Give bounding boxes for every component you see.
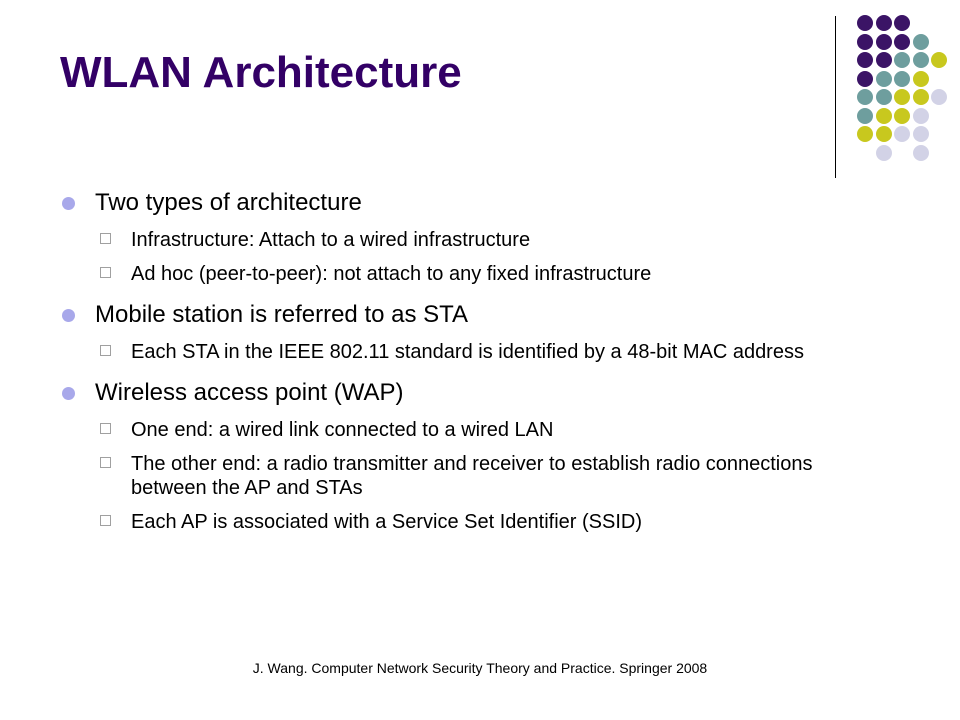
decorative-dot — [931, 52, 947, 68]
decorative-dot — [876, 89, 892, 105]
bullet-text: Each AP is associated with a Service Set Identifier (SSID) — [131, 511, 642, 533]
bullet-level1 — [62, 378, 882, 408]
square-bullet-icon — [100, 515, 111, 526]
square-bullet-icon — [100, 267, 111, 278]
bullet-level2 — [62, 262, 882, 286]
square-bullet-icon — [100, 423, 111, 434]
bullet-level1 — [62, 188, 882, 218]
decorative-dot — [876, 15, 892, 31]
bullet-level2 — [62, 510, 882, 534]
decorative-dot — [894, 108, 910, 124]
bullet-text: Two types of architecture — [95, 189, 362, 216]
square-bullet-icon — [100, 345, 111, 356]
decorative-dot — [894, 71, 910, 87]
decorative-dot — [857, 34, 873, 50]
bullet-level2 — [62, 418, 882, 442]
bullet-text: Infrastructure: Attach to a wired infrastructure — [131, 229, 531, 251]
decorative-dot — [894, 89, 910, 105]
square-bullet-icon — [100, 457, 111, 468]
decorative-dot — [857, 15, 873, 31]
bullet-text: Each STA in the IEEE 802.11 standard is identified by a 48-bit MAC address — [131, 341, 804, 363]
slide-content — [62, 188, 882, 534]
footer-citation: J. Wang. Computer Network Security Theory and Practice. Springer 2008 — [252, 660, 708, 676]
round-bullet-icon — [62, 197, 75, 210]
decorative-dot — [857, 71, 873, 87]
decorative-dot — [913, 145, 929, 161]
bullet-level1 — [62, 300, 882, 330]
decorative-dot — [913, 52, 929, 68]
round-bullet-icon — [62, 309, 75, 322]
decorative-dot — [913, 89, 929, 105]
decorative-dot — [894, 126, 910, 142]
decorative-dot — [913, 108, 929, 124]
bullet-text: Wireless access point (WAP) — [95, 379, 404, 406]
slide-title: WLAN Architecture — [60, 48, 462, 97]
decorative-dot — [857, 108, 873, 124]
round-bullet-icon — [62, 387, 75, 400]
square-bullet-icon — [100, 233, 111, 244]
decorative-dot — [876, 71, 892, 87]
decorative-dot — [931, 89, 947, 105]
decorative-dot — [876, 145, 892, 161]
decorative-dot — [894, 34, 910, 50]
bullet-level2 — [62, 340, 882, 364]
bullet-text: The other end: a radio transmitter and receiver to establish radio connections between the AP and STAs — [131, 453, 813, 499]
decorative-dot — [876, 108, 892, 124]
decorative-dot — [894, 15, 910, 31]
decorative-dot — [913, 34, 929, 50]
decorative-dot — [876, 126, 892, 142]
decorative-dot — [913, 126, 929, 142]
decorative-dot — [894, 52, 910, 68]
bullet-text: Mobile station is referred to as STA — [95, 301, 469, 328]
decorative-dot — [857, 89, 873, 105]
decorative-dot — [876, 52, 892, 68]
bullet-text: Ad hoc (peer-to-peer): not attach to any fixed infrastructure — [131, 263, 652, 285]
decorative-dot — [876, 34, 892, 50]
bullet-level2 — [62, 228, 882, 252]
decorative-dot-grid — [0, 0, 960, 200]
bullet-level2 — [62, 452, 882, 500]
title-divider-line — [835, 16, 836, 178]
decorative-dot — [857, 126, 873, 142]
decorative-dot — [913, 71, 929, 87]
decorative-dot — [857, 52, 873, 68]
bullet-text: One end: a wired link connected to a wired LAN — [131, 419, 554, 441]
